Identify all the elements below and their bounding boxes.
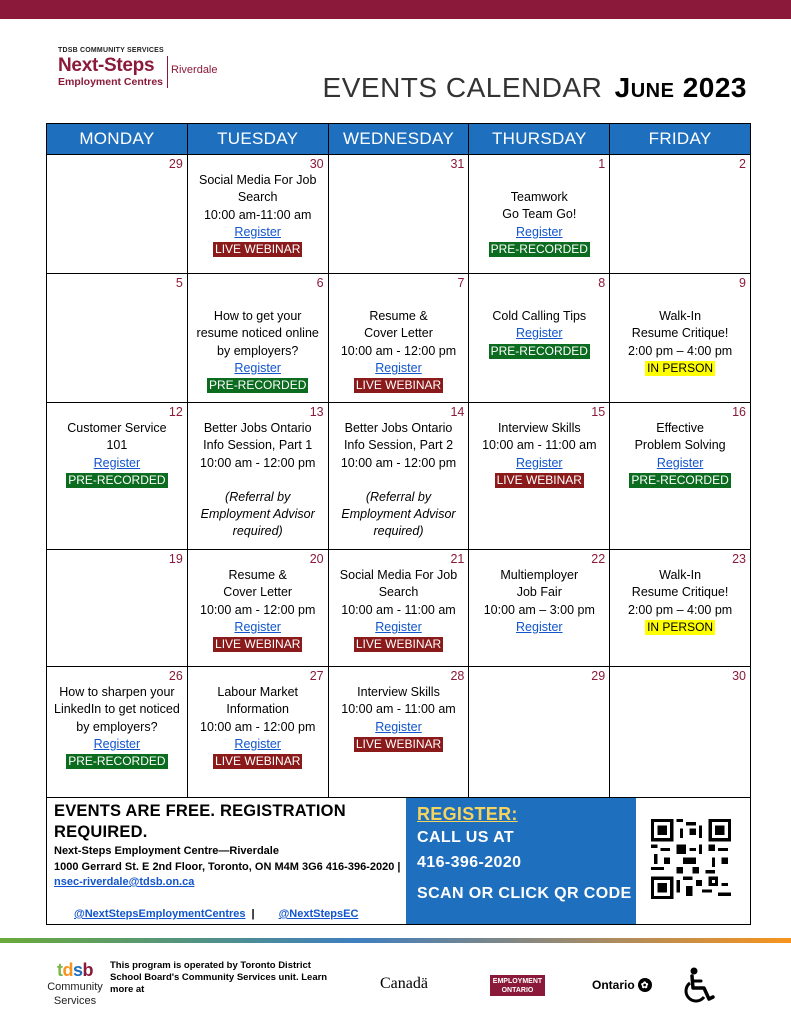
weekday-header <box>47 124 751 155</box>
org-subname: Employment Centres <box>58 76 164 88</box>
event-text: Information <box>226 702 289 717</box>
call-us-label: CALL US AT <box>417 829 515 846</box>
day-number: 9 <box>739 276 746 290</box>
calendar-day-cell <box>610 274 751 403</box>
info-footer <box>46 797 751 925</box>
event-details <box>47 420 187 489</box>
event-note: required) <box>232 524 283 539</box>
day-number: 23 <box>732 552 746 566</box>
address-text: 1000 Gerrard St. E 2nd Floor, Toronto, ON M4M 3G6 <box>54 860 323 873</box>
event-text: LinkedIn to get noticed <box>54 702 180 717</box>
org-logo <box>58 47 218 88</box>
event-text: Effective <box>656 421 704 435</box>
event-text: by employers? <box>76 719 158 734</box>
social-handles: @NextStepsEmploymentCentres | @NextStepsEC <box>74 908 359 920</box>
live-webinar-badge: LIVE WEBINAR <box>496 472 582 487</box>
event-text: Customer Service <box>67 421 167 435</box>
calendar-day-cell <box>187 403 328 550</box>
event-text: Multiemployer <box>500 568 579 582</box>
calendar-day-cell <box>328 274 469 403</box>
day-number: 12 <box>168 405 183 419</box>
event-text: Interview Skills <box>357 685 440 699</box>
event-text: 10:00 am - 12:00 pm <box>200 719 316 734</box>
page-title <box>323 72 747 104</box>
event-text: 10:00 am - 12:00 pm <box>200 455 316 470</box>
day-number: 13 <box>309 405 324 419</box>
event-details <box>188 684 328 770</box>
event-details <box>47 684 187 770</box>
register-link[interactable]: Register <box>93 455 141 470</box>
social-link-short[interactable]: @NextStepsEC <box>278 908 359 920</box>
event-text: Social Media For Job <box>198 173 317 187</box>
scan-qr-label: SCAN OR CLICK QR CODE <box>417 885 632 902</box>
pre-recorded-badge: PRE-RECORDED <box>68 472 166 487</box>
register-link[interactable]: Register <box>656 455 704 470</box>
calendar-day-cell <box>187 550 328 667</box>
event-text: Search <box>237 190 278 205</box>
register-link[interactable]: Register <box>375 360 422 375</box>
day-number: 8 <box>598 276 606 290</box>
qr-code-icon[interactable] <box>651 819 731 899</box>
register-link[interactable]: Register <box>234 360 281 375</box>
event-text: Job Fair <box>516 585 562 600</box>
tdsb-subtitle: Community Services <box>47 981 103 1007</box>
calendar-day-cell <box>47 667 188 798</box>
event-text: 10:00 am - 11:00 am <box>341 602 456 617</box>
event-text: Cold Calling Tips <box>492 309 587 323</box>
trillium-icon: ✿ <box>638 978 652 992</box>
in-person-badge: IN PERSON <box>647 360 714 375</box>
day-number: 22 <box>591 552 606 566</box>
event-text: Teamwork <box>510 190 568 204</box>
event-details <box>329 684 469 753</box>
event-text: 10:00 am-11:00 am <box>203 207 312 222</box>
event-note: (Referral by <box>225 489 291 504</box>
pre-recorded-badge: PRE-RECORDED <box>490 343 588 358</box>
day-number: 2 <box>739 157 746 171</box>
day-number: 20 <box>309 552 324 566</box>
register-link[interactable]: Register <box>93 736 141 751</box>
calendar-day-cell <box>328 550 469 667</box>
day-number: 6 <box>316 276 324 290</box>
centre-address-block <box>54 844 404 891</box>
event-text: 2:00 pm – 4:00 pm <box>627 343 733 358</box>
event-text: 10:00 am - 11:00 am <box>482 438 597 453</box>
calendar-day-cell <box>47 403 188 550</box>
calendar-day-cell <box>187 667 328 798</box>
calendar-day-cell <box>328 403 469 550</box>
event-text: Cover Letter <box>364 326 433 341</box>
day-number: 28 <box>450 669 465 683</box>
live-webinar-badge: LIVE WEBINAR <box>215 754 301 769</box>
day-number: 30 <box>309 157 324 171</box>
event-text: Resume Critique! <box>631 326 729 341</box>
event-text: Resume & <box>228 568 287 582</box>
register-phone[interactable]: 416-396-2020 <box>417 854 522 871</box>
register-link[interactable]: Register <box>516 224 563 239</box>
event-text: Resume & <box>369 309 428 323</box>
day-number: 30 <box>732 669 746 683</box>
event-text: Search <box>378 585 419 600</box>
calendar-day-cell <box>47 274 188 403</box>
event-details <box>329 567 469 653</box>
event-text: Resume Critique! <box>631 585 729 600</box>
day-number: 5 <box>175 276 183 290</box>
day-number: 16 <box>732 405 746 419</box>
event-details <box>610 291 750 377</box>
day-number: 29 <box>168 157 183 171</box>
weekday-wednesday: WEDNESDAY <box>328 124 469 155</box>
weekday-monday: MONDAY <box>47 124 188 155</box>
calendar-day-cell <box>47 550 188 667</box>
calendar-day-cell <box>610 155 751 274</box>
event-details <box>469 420 609 489</box>
day-number: 29 <box>591 669 606 683</box>
pre-recorded-badge: PRE-RECORDED <box>490 241 588 256</box>
event-text: Walk-In <box>659 309 702 323</box>
event-text: Better Jobs Ontario <box>203 421 312 435</box>
live-webinar-badge: LIVE WEBINAR <box>355 637 442 652</box>
divider-gradient <box>0 938 791 943</box>
event-text: Social Media For Job <box>339 568 458 582</box>
pre-recorded-badge: PRE-RECORDED <box>209 378 307 393</box>
event-note: required) <box>373 524 424 539</box>
employment-ontario-logo: EMPLOYMENT ONTARIO <box>490 975 545 996</box>
pre-recorded-badge: PRE-RECORDED <box>631 472 729 487</box>
calendar-day-cell <box>328 667 469 798</box>
live-webinar-badge: LIVE WEBINAR <box>355 378 442 393</box>
day-number: 7 <box>457 276 465 290</box>
day-number: 19 <box>168 552 183 566</box>
event-note: Employment Advisor <box>200 507 315 522</box>
event-text: Labour Market <box>217 685 298 699</box>
event-text: 10:00 am - 11:00 am <box>341 702 456 717</box>
event-text: Interview Skills <box>497 421 581 435</box>
centre-address: 1000 Gerrard St. E 2nd Floor, Toronto, ON M4M 3G6 416-396-2020 | nsec-riverdale@tdsb.on.ca <box>54 860 401 888</box>
event-text: resume noticed online <box>196 326 319 341</box>
top-banner <box>0 0 791 19</box>
calendar-week <box>47 550 751 667</box>
org-small-name: TDSB COMMUNITY SERVICES <box>58 47 164 54</box>
calendar-week <box>47 667 751 798</box>
event-text: 10:00 am – 3:00 pm <box>483 602 595 617</box>
event-text: How to sharpen your <box>59 685 175 699</box>
event-text: 2:00 pm – 4:00 pm <box>627 602 733 617</box>
org-name: Next-Steps <box>58 55 155 76</box>
live-webinar-badge: LIVE WEBINAR <box>215 637 301 652</box>
calendar-day-cell <box>469 550 610 667</box>
event-text: 10:00 am - 12:00 pm <box>340 455 457 470</box>
accessibility-icon <box>678 966 718 1006</box>
register-link[interactable]: Register <box>516 619 563 634</box>
event-text: Go Team Go! <box>502 207 577 222</box>
register-link[interactable]: Register <box>234 736 281 751</box>
pre-recorded-badge: PRE-RECORDED <box>68 754 166 769</box>
canada-wordmark: Canadä <box>380 975 428 992</box>
in-person-badge: IN PERSON <box>647 619 714 634</box>
calendar-day-cell <box>187 155 328 274</box>
ontario-logo: Ontario ✿ <box>592 978 652 992</box>
title-main: EVENTS CALENDAR <box>322 72 603 103</box>
event-text: 10:00 am - 12:00 pm <box>200 602 316 617</box>
event-details <box>610 567 750 636</box>
calendar-day-cell <box>610 550 751 667</box>
calendar-day-cell <box>469 667 610 798</box>
register-link[interactable]: Register <box>516 326 563 341</box>
calendar-day-cell <box>469 274 610 403</box>
free-events-headline: EVENTS ARE FREE. REGISTRATION REQUIRED. <box>54 802 346 841</box>
event-details <box>610 420 750 489</box>
register-panel <box>406 798 636 924</box>
address-phone: 416-396-2020 <box>325 860 395 873</box>
day-number: 31 <box>450 157 465 171</box>
event-text: Problem Solving <box>634 438 726 453</box>
event-details <box>469 291 609 360</box>
day-number: 27 <box>309 669 324 683</box>
event-details <box>188 172 328 258</box>
event-details <box>469 567 609 636</box>
event-text: Better Jobs Ontario <box>344 421 453 435</box>
events-calendar <box>46 123 751 798</box>
title-month: June 2023 <box>614 72 747 103</box>
weekday-tuesday: TUESDAY <box>187 124 328 155</box>
social-link-main[interactable]: @NextStepsEmploymentCentres <box>74 908 246 920</box>
event-text: How to get your <box>213 309 302 323</box>
org-location: Riverdale <box>171 64 218 76</box>
weekday-friday: FRIDAY <box>610 124 751 155</box>
event-details <box>329 291 469 394</box>
register-link[interactable]: Register <box>516 455 563 470</box>
calendar-day-cell <box>610 667 751 798</box>
event-text: Cover Letter <box>223 585 293 600</box>
calendar-day-cell <box>469 403 610 550</box>
event-text: 101 <box>106 438 128 453</box>
register-link[interactable]: Register <box>234 224 281 239</box>
event-details <box>188 567 328 653</box>
register-link[interactable]: Register <box>234 619 281 634</box>
calendar-day-cell <box>469 155 610 274</box>
event-text: Walk-In <box>659 568 702 582</box>
event-text: Info Session, Part 1 <box>203 438 313 453</box>
register-link[interactable]: Register <box>375 619 422 634</box>
event-note: Employment Advisor <box>341 507 456 522</box>
register-heading[interactable]: REGISTER: <box>417 804 518 824</box>
calendar-week <box>47 274 751 403</box>
calendar-week <box>47 403 751 550</box>
centre-name: Next-Steps Employment Centre—Riverdale <box>54 845 279 857</box>
event-details <box>329 420 469 541</box>
calendar-day-cell <box>328 155 469 274</box>
event-text: by employers? <box>217 343 299 358</box>
day-number: 21 <box>450 552 465 566</box>
event-text: 10:00 am - 12:00 pm <box>340 343 457 358</box>
event-note: (Referral by <box>365 489 432 504</box>
calendar-day-cell <box>610 403 751 550</box>
day-number: 26 <box>168 669 183 683</box>
day-number: 15 <box>591 405 606 419</box>
event-text: Info Session, Part 2 <box>343 438 454 453</box>
day-number: 14 <box>450 405 465 419</box>
event-details <box>469 172 609 258</box>
live-webinar-badge: LIVE WEBINAR <box>215 242 301 257</box>
calendar-week <box>47 155 751 274</box>
event-details <box>188 291 328 394</box>
register-link[interactable]: Register <box>375 719 422 734</box>
calendar-day-cell <box>187 274 328 403</box>
live-webinar-badge: LIVE WEBINAR <box>355 736 442 751</box>
weekday-thursday: THURSDAY <box>469 124 610 155</box>
event-details <box>188 420 328 541</box>
tdsb-wordmark: tdsb <box>56 960 93 980</box>
operated-by-text: This program is operated by Toronto District School Board's Community Services unit. Learn more at <box>110 960 328 995</box>
email-link[interactable]: nsec-riverdale@tdsb.on.ca <box>54 876 195 888</box>
tdsb-logo <box>44 960 106 1008</box>
day-number: 1 <box>598 157 606 171</box>
calendar-day-cell <box>47 155 188 274</box>
